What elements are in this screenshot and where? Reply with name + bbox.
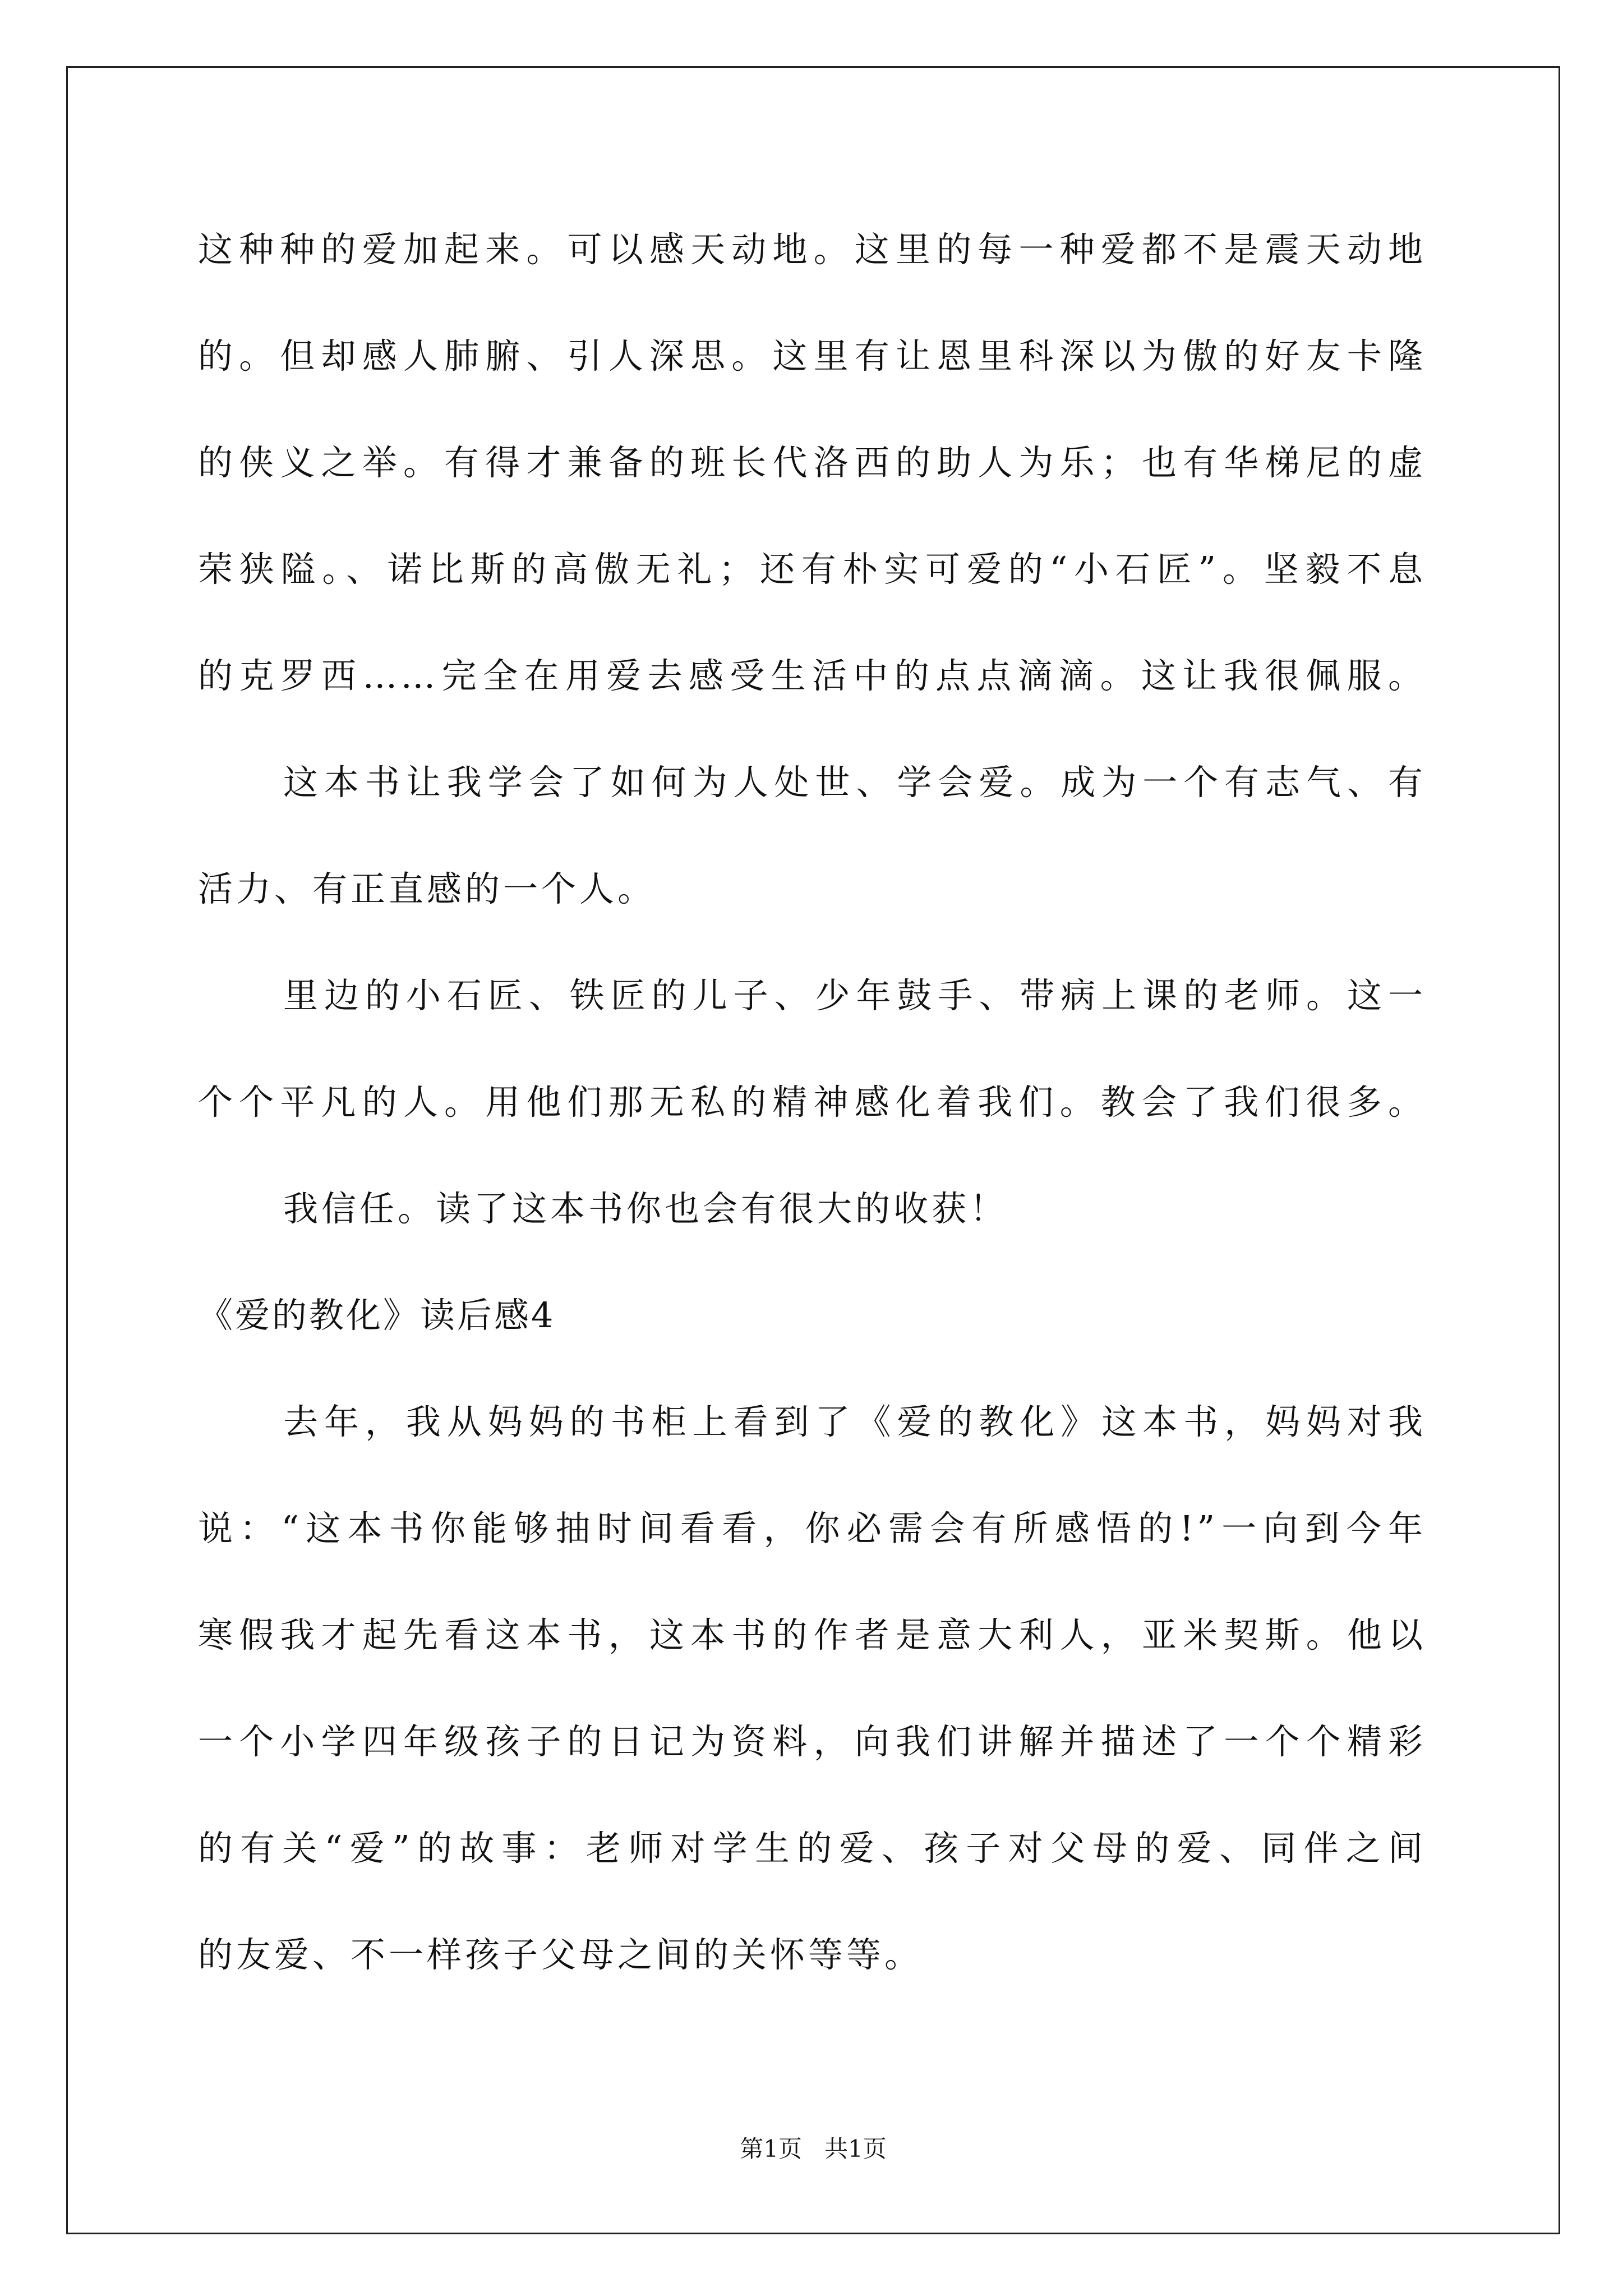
paragraph — [198, 1156, 1426, 1262]
text-line: 我信任。读了这本书你也会有很大的收获！ — [283, 1188, 1008, 1229]
text-line: 的友爱、不一样孩子父母之间的关怀等等。 — [198, 1934, 923, 1975]
paragraph — [198, 196, 1426, 729]
text-line: 说：“这本书你能够抽时间看看，你必需会有所感悟的!”一向到今年 — [198, 1508, 1426, 1549]
page-total: 共1页 — [824, 2135, 887, 2162]
text-line: 的克罗西……完全在用爱去感受生活中的点点滴滴。这让我很佩服。 — [198, 655, 1426, 696]
text-line: 里边的小石匠、铁匠的儿子、少年鼓手、带病上课的老师。这一 — [283, 975, 1426, 1016]
text-line: 一个小学四年级孩子的日记为资料，向我们讲解并描述了一个个精彩 — [198, 1721, 1426, 1762]
text-line: 荣狭隘。、诺比斯的高傲无礼；还有朴实可爱的“小石匠”。坚毅不息 — [198, 549, 1426, 590]
paragraph — [198, 1369, 1426, 2008]
text-line: 的。但却感人肺腑、引人深思。这里有让恩里科深以为傲的好友卡隆 — [198, 335, 1426, 376]
text-line: 这本书让我学会了如何为人处世、学会爱。成为一个有志气、有 — [283, 762, 1426, 803]
page-number: 第1页 — [740, 2135, 802, 2162]
text-line: 个个平凡的人。用他们那无私的精神感化着我们。教会了我们很多。 — [198, 1082, 1426, 1122]
paragraph — [198, 729, 1426, 942]
text-line: 活力、有正直感的一个人。 — [198, 868, 656, 909]
text-line: 去年，我从妈妈的书柜上看到了《爱的教化》这本书，妈妈对我 — [283, 1401, 1426, 1442]
document-body — [198, 196, 1426, 2008]
text-line: 寒假我才起先看这本书，这本书的作者是意大利人，亚米契斯。他以 — [198, 1614, 1426, 1655]
text-line: 这种种的爱加起来。可以感天动地。这里的每一种爱都不是震天动地 — [198, 229, 1426, 270]
paragraph — [198, 942, 1426, 1156]
text-line: 的侠义之举。有得才兼备的班长代洛西的助人为乐；也有华梯尼的虚 — [198, 442, 1426, 483]
section-heading: 《爱的教化》读后感4 — [198, 1295, 556, 1336]
text-line: 的有关“爱”的故事：老师对学生的爱、孩子对父母的爱、同伴之间 — [198, 1828, 1426, 1869]
page-footer — [66, 2132, 1560, 2166]
